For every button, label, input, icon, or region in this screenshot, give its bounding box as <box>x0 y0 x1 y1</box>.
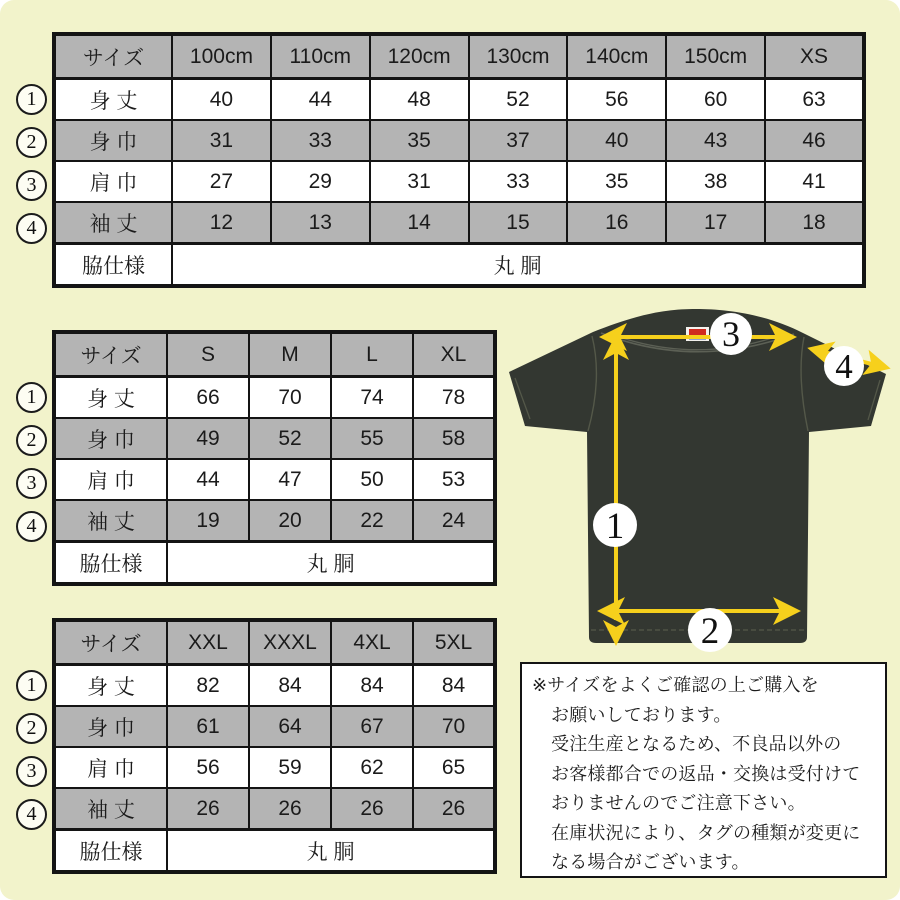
table-row <box>54 418 495 459</box>
column-header: XXXL <box>249 620 331 665</box>
svg-text:2: 2 <box>700 611 720 652</box>
row-label: 身 巾 <box>54 418 167 459</box>
size-value: 33 <box>469 161 568 202</box>
row-label: 袖 丈 <box>54 788 167 830</box>
size-value: 60 <box>666 79 765 121</box>
diagram-marker-2 <box>688 608 732 652</box>
svg-text:3: 3 <box>722 314 740 354</box>
size-value: 40 <box>172 79 271 121</box>
size-value: 19 <box>167 500 249 542</box>
size-value: 56 <box>567 79 666 121</box>
note-line: お客様都合での返品・交換は受付けて <box>551 763 861 784</box>
size-value: 58 <box>413 418 495 459</box>
column-header: 120cm <box>370 34 469 79</box>
note-line: 在庫状況により、タグの種類が変更に <box>551 822 861 843</box>
size-value: 59 <box>249 747 331 788</box>
table-row <box>54 706 495 747</box>
footer-value: 丸 胴 <box>172 244 864 287</box>
diagram-marker-4 <box>824 346 864 386</box>
purchase-note-box <box>520 662 887 878</box>
row-label: 袖 丈 <box>54 202 172 244</box>
footer-label: 脇仕様 <box>54 830 167 873</box>
size-table-kids-wrap <box>26 32 866 288</box>
row-label: 肩 巾 <box>54 459 167 500</box>
table-row <box>54 120 864 161</box>
size-value: 43 <box>666 120 765 161</box>
table-row <box>54 202 864 244</box>
size-value: 14 <box>370 202 469 244</box>
row-marker-3: 3 <box>16 170 47 201</box>
note-line: ※サイズをよくご確認の上ご購入を <box>532 675 819 695</box>
table-row <box>54 161 864 202</box>
tshirt-measure-diagram <box>503 306 895 658</box>
column-header: L <box>331 332 413 377</box>
row-marker-4: 4 <box>16 799 47 830</box>
table-footer-row <box>54 830 495 873</box>
footer-label: 脇仕様 <box>54 542 167 585</box>
size-value: 41 <box>765 161 864 202</box>
size-value: 84 <box>331 665 413 707</box>
row-label: 身 丈 <box>54 665 167 707</box>
column-header: M <box>249 332 331 377</box>
row-marker-1: 1 <box>16 670 47 701</box>
size-value: 78 <box>413 377 495 419</box>
size-value: 70 <box>413 706 495 747</box>
size-value: 84 <box>249 665 331 707</box>
column-header: 100cm <box>172 34 271 79</box>
row-marker-3: 3 <box>16 468 47 499</box>
size-value: 84 <box>413 665 495 707</box>
row-label: 肩 巾 <box>54 161 172 202</box>
svg-text:4: 4 <box>835 347 853 386</box>
size-value: 64 <box>249 706 331 747</box>
size-value: 20 <box>249 500 331 542</box>
size-value: 26 <box>413 788 495 830</box>
size-value: 49 <box>167 418 249 459</box>
row-label: 袖 丈 <box>54 500 167 542</box>
size-value: 31 <box>172 120 271 161</box>
size-value: 52 <box>469 79 568 121</box>
size-value: 50 <box>331 459 413 500</box>
size-table-adult <box>52 330 497 586</box>
size-table-kids <box>52 32 866 288</box>
size-table-adult-wrap <box>26 330 497 586</box>
size-value: 63 <box>765 79 864 121</box>
column-header: 110cm <box>271 34 370 79</box>
row-marker-2: 2 <box>16 713 47 744</box>
row-label: 身 巾 <box>54 120 172 161</box>
size-value: 13 <box>271 202 370 244</box>
size-value: 53 <box>413 459 495 500</box>
table-row <box>54 500 495 542</box>
column-header: 150cm <box>666 34 765 79</box>
row-label: 肩 巾 <box>54 747 167 788</box>
row-label: 身 丈 <box>54 79 172 121</box>
size-value: 35 <box>567 161 666 202</box>
size-value: 65 <box>413 747 495 788</box>
size-value: 17 <box>666 202 765 244</box>
size-value: 61 <box>167 706 249 747</box>
size-value: 46 <box>765 120 864 161</box>
column-header: サイズ <box>54 620 167 665</box>
size-value: 47 <box>249 459 331 500</box>
row-marker-4: 4 <box>16 213 47 244</box>
size-value: 48 <box>370 79 469 121</box>
size-value: 27 <box>172 161 271 202</box>
size-value: 24 <box>413 500 495 542</box>
column-header: S <box>167 332 249 377</box>
table-footer-row <box>54 542 495 585</box>
diagram-marker-1 <box>593 503 637 547</box>
size-value: 74 <box>331 377 413 419</box>
size-value: 70 <box>249 377 331 419</box>
footer-label: 脇仕様 <box>54 244 172 287</box>
table-footer-row <box>54 244 864 287</box>
column-header: XL <box>413 332 495 377</box>
note-line: なる場合がございます。 <box>551 852 750 872</box>
table-row <box>54 79 864 121</box>
size-value: 56 <box>167 747 249 788</box>
svg-text:1: 1 <box>605 506 625 547</box>
size-table-big <box>52 618 497 874</box>
column-header: 140cm <box>567 34 666 79</box>
footer-value: 丸 胴 <box>167 542 495 585</box>
column-header: XXL <box>167 620 249 665</box>
row-marker-2: 2 <box>16 127 47 158</box>
size-value: 52 <box>249 418 331 459</box>
size-value: 15 <box>469 202 568 244</box>
size-value: 66 <box>167 377 249 419</box>
size-value: 31 <box>370 161 469 202</box>
size-value: 16 <box>567 202 666 244</box>
column-header: 5XL <box>413 620 495 665</box>
footer-value: 丸 胴 <box>167 830 495 873</box>
size-value: 38 <box>666 161 765 202</box>
size-value: 37 <box>469 120 568 161</box>
row-label: 身 巾 <box>54 706 167 747</box>
column-header: サイズ <box>54 34 172 79</box>
size-table-big-wrap <box>26 618 497 874</box>
note-line: おりませんのでご注意下さい。 <box>551 793 806 813</box>
size-value: 67 <box>331 706 413 747</box>
table-row <box>54 665 495 707</box>
size-value: 26 <box>249 788 331 830</box>
column-header: サイズ <box>54 332 167 377</box>
row-marker-1: 1 <box>16 84 47 115</box>
diagram-marker-3 <box>710 313 752 355</box>
column-header: 4XL <box>331 620 413 665</box>
column-header: 130cm <box>469 34 568 79</box>
size-value: 33 <box>271 120 370 161</box>
size-value: 44 <box>271 79 370 121</box>
row-label: 身 丈 <box>54 377 167 419</box>
column-header: XS <box>765 34 864 79</box>
size-value: 82 <box>167 665 249 707</box>
size-value: 12 <box>172 202 271 244</box>
note-line: 受注生産となるため、不良品以外の <box>551 734 842 754</box>
row-marker-2: 2 <box>16 425 47 456</box>
size-value: 40 <box>567 120 666 161</box>
size-value: 62 <box>331 747 413 788</box>
size-value: 29 <box>271 161 370 202</box>
note-line: お願いしております。 <box>551 704 732 725</box>
row-marker-3: 3 <box>16 756 47 787</box>
size-value: 35 <box>370 120 469 161</box>
table-row <box>54 459 495 500</box>
table-row <box>54 788 495 830</box>
size-value: 55 <box>331 418 413 459</box>
size-value: 22 <box>331 500 413 542</box>
size-value: 18 <box>765 202 864 244</box>
table-row <box>54 747 495 788</box>
table-row <box>54 377 495 419</box>
size-value: 44 <box>167 459 249 500</box>
row-marker-4: 4 <box>16 511 47 542</box>
size-value: 26 <box>167 788 249 830</box>
size-value: 26 <box>331 788 413 830</box>
row-marker-1: 1 <box>16 382 47 413</box>
